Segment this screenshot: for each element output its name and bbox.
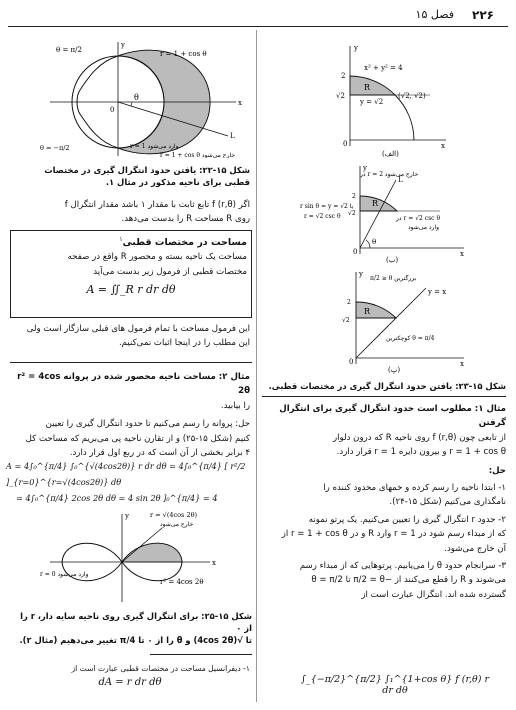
svg-text:y = √2: y = √2: [360, 98, 384, 106]
svg-text:x: x: [460, 250, 464, 258]
svg-text:x: x: [460, 360, 464, 368]
fig22-top: θ = π/2: [56, 46, 82, 54]
svg-text:R: R: [364, 83, 371, 92]
figure-15-23c: [330, 266, 470, 374]
page-number: ۲۲۶: [472, 8, 494, 22]
example-rule: [10, 362, 252, 363]
svg-text:r sin θ = y = √2 یا: r sin θ = y = √2 یا: [300, 203, 354, 210]
fig25-top: r = √(4cos 2θ): [150, 511, 198, 519]
paragraph-consistency: این فرمول مساحت با تمام فرمول های قبلی سازگار است ولی این مطلب را در اینجا اثبات نمی‌کنیم.: [26, 324, 250, 349]
box-title: مساحت در مختصات قطبی: [122, 236, 247, 248]
footnote-rule: [150, 654, 252, 655]
svg-text:R: R: [364, 307, 371, 316]
figure-15-22: [10, 38, 252, 158]
equation-1: A = 4∫₀^{π/4} ∫₀^{√(4cos2θ)} r dr dθ = 4∫₀^{π/4} [ r²/2 ]_{r=0}^{r=√(4cos2θ)} dθ: [6, 461, 246, 487]
svg-text:(√2, √2): (√2, √2): [398, 92, 426, 100]
svg-text:2: 2: [352, 193, 356, 200]
svg-text:√2: √2: [348, 210, 356, 217]
svg-text:x: x: [441, 142, 445, 150]
header-rule: [8, 26, 508, 27]
svg-text:در r = 2 خارج می‌شود: در r = 2 خارج می‌شود: [360, 171, 419, 178]
svg-text:√2: √2: [342, 317, 350, 324]
example1-rule: [262, 396, 506, 397]
fig22-zero: 0: [110, 106, 115, 114]
figure-15-23b: [300, 160, 470, 264]
svg-text:x² + y² = 4: x² + y² = 4: [364, 64, 403, 72]
svg-text:y: y: [363, 164, 367, 172]
column-divider: [256, 30, 257, 702]
svg-text:L: L: [398, 176, 403, 184]
fig22-y: y: [121, 41, 125, 49]
svg-text:کوچکترین θ = π/4: کوچکترین θ = π/4: [386, 335, 435, 342]
svg-text:2: 2: [341, 72, 346, 80]
area-computation: [6, 458, 252, 506]
figure-15-22-caption: شکل ۱۵-۲۲: یافتن حدود انتگرال گیری در مختصات قطبی برای ناحیه مذکور در مثال ۱.: [44, 165, 250, 187]
svg-text:π/2 ≥ θ بزرگترین: π/2 ≥ θ بزرگترین: [370, 275, 417, 282]
fig25-curve: r² = 4cos 2θ: [160, 578, 204, 586]
figure-15-23-caption: شکل ۱۵-۲۳: یافتن حدود انتگرال گیری در مختصات قطبی.: [268, 381, 506, 391]
svg-text:0: 0: [349, 358, 354, 366]
fig22-enter: r = 1 وارد می‌شود: [130, 143, 179, 150]
svg-text:y: y: [354, 44, 358, 52]
fig25-exit: خارج می‌شود: [160, 521, 194, 528]
svg-text:r = √2 csc θ: r = √2 csc θ: [304, 213, 341, 220]
svg-text:0: 0: [353, 248, 358, 256]
example-1: مثال ۱: مطلوب است حدود انتگرال گیری برای انتگرال گرفتن از تابعی چون f (r,θ) روی ناحیه R که درون دلوار r = 1 + cos θ و بیرون دایره r = 1 قرار دارد. حل: ۱- ابتدا ناحیه را رسم کرده و خمهای محدود کننده را نامگذاری می‌کنیم (شکل ۱۵-۲۴). ۲- حدود r انتگرال گیری را تعیین می‌کنیم. یک پرتو نمونه که از مبداء رسم شود در r = 1 وارد R و در r = 1 + cos θ از آن خارج می‌شود. ۳- سرانجام حدود θ را می‌یابیم. پرتوهایی که از مبداء رسم می‌شوند و R را قطع می‌کنند از −π/2 = θ تا θ = π/2 گسترده شده اند. انتگرال عبارت است از: [279, 404, 506, 600]
fig25-x: x: [212, 559, 216, 567]
svg-text:در r = √2 csc θ: در r = √2 csc θ: [396, 215, 441, 222]
area-formula: A = ∬_R r dr dθ: [86, 283, 176, 297]
fig22-L: L: [230, 132, 235, 140]
footnote: ۱- دیفرانسیل مساحت در مختصات قطبی عبارت است از dA = r dr dθ: [71, 664, 250, 688]
svg-text:(پ): (پ): [388, 366, 401, 374]
svg-text:2: 2: [347, 299, 351, 306]
fig25-y: y: [125, 512, 129, 520]
fig22-curve: r = 1 + cos θ: [160, 50, 207, 58]
figure-15-25-caption: شکل ۱۵-۲۵: برای انتگرال گیری روی ناحیه سایه دار، r را از ۰ تا √(4cos 2θ) و θ را از ۰ تا π/4 تغییر می‌دهیم (مثال ۲).: [19, 611, 252, 645]
svg-text:R: R: [372, 199, 379, 208]
equation-2: = 4∫₀^{π/4} 2cos 2θ dθ = 4 sin 2θ ]₀^{π/4} = 4: [16, 493, 218, 503]
fig22-exit: r = 1 + cos θ خارج می‌شود: [160, 152, 236, 158]
paragraph-constant-function: اگر f (r,θ) تابع ثابت با مقدار ۱ باشد مقدار انتگرال f روی R مساحت R را بدست می‌دهد.: [64, 200, 250, 225]
final-integral: ∫_{−π/2}^{π/2} ∫₁^{1+cos θ} f (r,θ) r dr dθ: [300, 674, 490, 696]
svg-text:y = x: y = x: [428, 288, 447, 296]
fig22-x: x: [238, 99, 242, 107]
svg-text:0: 0: [343, 140, 348, 148]
page-header: [10, 6, 506, 24]
example-2: مثال ۲: مساحت ناحیه محصور شده در پروانه r² = 4cos 2θ را بیابید. حل: پروانه را رسم می‌کنیم تا حدود انتگرال گیری را تعیین کنیم (شکل ۱۵-۲۵) و از تقارن ناحیه پی می‌بریم که مساحت کل ۴ برابر بخشی از آن است که در ربع اول قرار دارد.: [17, 372, 250, 459]
fig22-theta: θ: [134, 93, 139, 102]
fig22-bottom: θ = −π/2: [40, 144, 70, 152]
figure-15-23a: [330, 40, 450, 158]
svg-text:y: y: [359, 270, 363, 278]
area-definition-box: مساحت در مختصات قطبی$^۱$ مساحت یک ناحیه بسته و محصور R واقع در صفحه مختصات قطبی از فرمول زیر بدست می‌آید A = ∬_R r dr dθ: [10, 230, 252, 318]
svg-text:وارد می‌شود: وارد می‌شود: [408, 224, 440, 231]
svg-text:√2: √2: [336, 92, 345, 100]
fig25-enter: r = 0 وارد می‌شود: [40, 571, 89, 578]
svg-text:θ: θ: [372, 238, 377, 246]
chapter-title: فصل ۱۵: [415, 8, 454, 21]
svg-text:(ب): (ب): [386, 256, 399, 264]
figure-15-25: [10, 508, 252, 604]
svg-text:(الف): (الف): [382, 150, 399, 158]
